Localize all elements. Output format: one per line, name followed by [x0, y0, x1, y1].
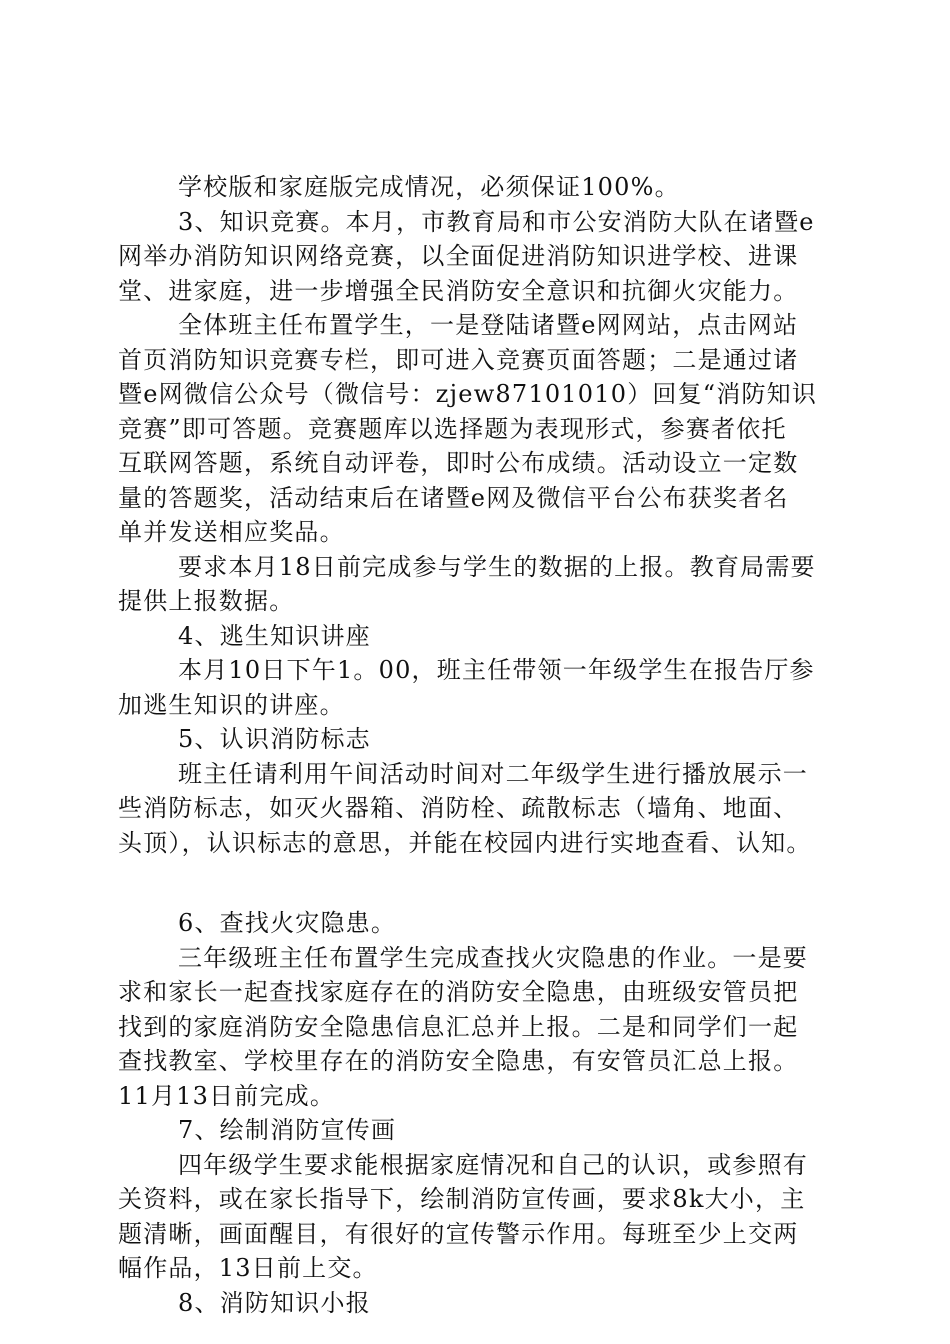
text-line: 幅作品，13日前上交。	[118, 1254, 378, 1282]
text-line: 提供上报数据。	[118, 587, 295, 615]
text-line: 5、认识消防标志	[178, 725, 371, 753]
text-line: 互联网答题，系统自动评卷，即时公布成绩。活动设立一定数	[118, 449, 799, 477]
text-line: 班主任请利用午间活动时间对二年级学生进行播放展示一	[178, 760, 808, 788]
text-line: 些消防标志，如灭火器箱、消防栓、疏散标志（墙角、地面、	[118, 794, 799, 822]
text-line: 学校版和家庭版完成情况，必须保证100%。	[178, 173, 680, 201]
text-line: 关资料，或在家长指导下，绘制消防宣传画，要求8k大小，主	[118, 1185, 806, 1213]
text-line: 3、知识竞赛。本月，市教育局和市公安消防大队在诸暨e	[178, 208, 815, 236]
text-line: 找到的家庭消防安全隐患信息汇总并上报。二是和同学们一起	[118, 1013, 799, 1041]
text-line: 本月10日下午1。00，班主任带领一年级学生在报告厅参	[178, 656, 815, 684]
text-line: 加逃生知识的讲座。	[118, 691, 345, 719]
text-line: 单并发送相应奖品。	[118, 518, 345, 546]
text-line: 6、查找火灾隐患。	[178, 909, 397, 937]
text-line: 网举办消防知识网络竞赛，以全面促进消防知识进学校、进课	[118, 242, 799, 270]
text-line: 8、消防知识小报	[178, 1289, 371, 1317]
text-line: 11月13日前完成。	[118, 1082, 336, 1110]
text-line: 4、逃生知识讲座	[178, 622, 371, 650]
text-line: 求和家长一起查找家庭存在的消防安全隐患，由班级安管员把	[118, 978, 799, 1006]
text-line: 堂、进家庭，进一步增强全民消防安全意识和抗御火灾能力。	[118, 277, 799, 305]
text-line: 四年级学生要求能根据家庭情况和自己的认识，或参照有	[178, 1151, 808, 1179]
text-line: 暨e网微信公众号（微信号：zjew87101010）回复“消防知识	[118, 380, 818, 408]
text-line: 查找教室、学校里存在的消防安全隐患，有安管员汇总上报。	[118, 1047, 799, 1075]
text-line: 题清晰，画面醒目，有很好的宣传警示作用。每班至少上交两	[118, 1220, 799, 1248]
text-line: 全体班主任布置学生，一是登陆诸暨e网网站，点击网站	[178, 311, 799, 339]
text-line: 头顶），认识标志的意思，并能在校园内进行实地查看、认知。	[118, 829, 812, 857]
text-line: 7、绘制消防宣传画	[178, 1116, 397, 1144]
text-line: 量的答题奖，活动结束后在诸暨e网及微信平台公布获奖者名	[118, 484, 789, 512]
text-line: 首页消防知识竞赛专栏，即可进入竞赛页面答题；二是通过诸	[118, 346, 799, 374]
text-line: 要求本月18日前完成参与学生的数据的上报。教育局需要	[178, 553, 816, 581]
text-line: 三年级班主任布置学生完成查找火灾隐患的作业。一是要	[178, 944, 808, 972]
text-line: 竞赛”即可答题。竞赛题库以选择题为表现形式，参赛者依托	[118, 415, 787, 443]
